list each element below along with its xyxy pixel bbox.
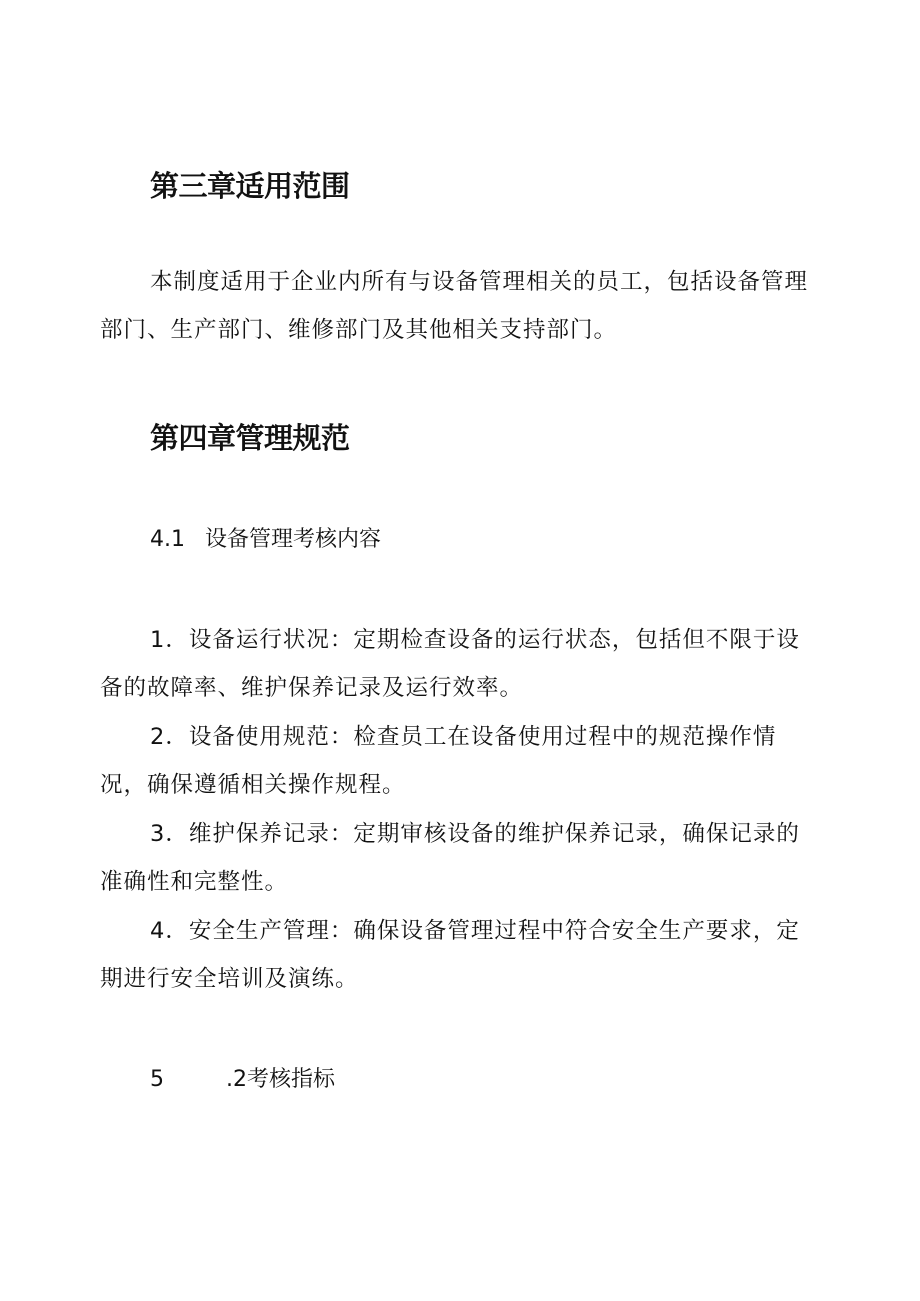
list-item-3: 3．维护保养记录：定期审核设备的维护保养记录，确保记录的准确性和完整性。 (100, 821, 800, 895)
chapter-3-heading: 第三章适用范围 (150, 169, 350, 203)
list-item-4: 4．安全生产管理：确保设备管理过程中符合安全生产要求，定期进行安全培训及演练。 (100, 918, 800, 992)
list-item-1: 1．设备运行状况：定期检查设备的运行状态，包括但不限于设备的故障率、维护保养记录及运行效率。 (100, 627, 800, 701)
section-4-1-title: 设备管理考核内容 (205, 527, 382, 552)
chapter-4-heading: 第四章管理规范 (150, 421, 350, 455)
chapter-3-body: 本制度适用于企业内所有与设备管理相关的员工，包括设备管理部门、生产部门、维修部门及其他相关支持部门。 (100, 269, 809, 343)
section-5-2-heading (150, 1063, 870, 1097)
section-5-2-number: 5 (150, 1067, 164, 1092)
list-item-2: 2．设备使用规范：检查员工在设备使用过程中的规范操作情况，确保遵循相关操作规程。 (100, 724, 777, 798)
section-4-1-number: 4.1 (150, 527, 185, 552)
section-5-2-title: .2考核指标 (226, 1067, 335, 1092)
section-4-1-heading (150, 523, 870, 557)
